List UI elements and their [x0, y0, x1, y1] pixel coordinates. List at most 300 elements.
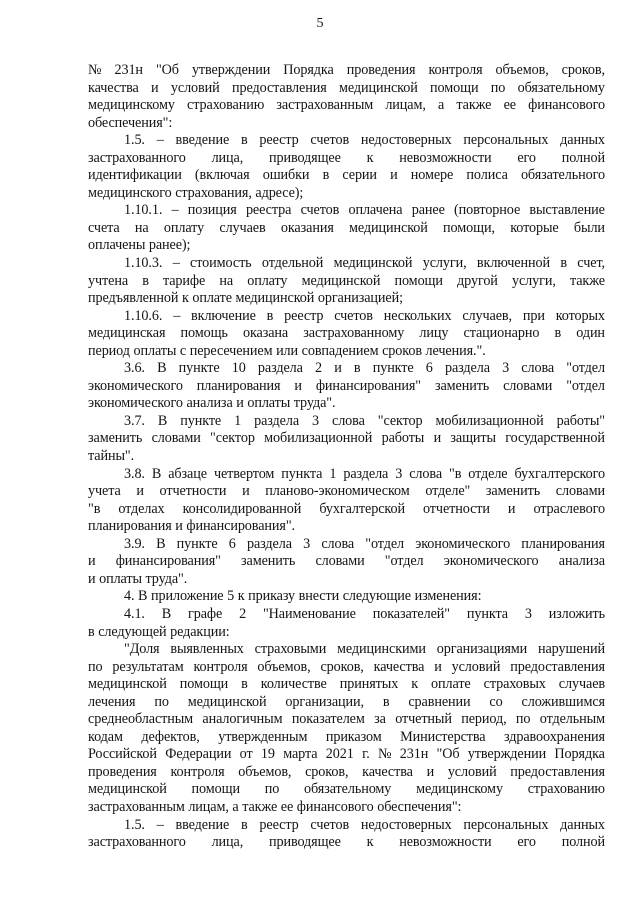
word: лицам, [188, 798, 229, 815]
word: экономического [88, 395, 183, 412]
word: Порядка [283, 62, 334, 78]
text-line [88, 80, 605, 98]
word: экономического [443, 553, 539, 570]
word: заменить [88, 430, 143, 447]
word: в [382, 693, 390, 710]
word: 3.6. [124, 360, 145, 377]
word: отраслевого [533, 500, 605, 517]
word: 3 [502, 360, 510, 377]
word: лечения.". [425, 342, 486, 359]
word: 3 [312, 412, 320, 429]
word: консолидированной [182, 500, 302, 517]
word: ранее); [148, 237, 191, 254]
word: экономического [88, 377, 183, 394]
word: Российской [88, 746, 157, 763]
word: сроков [382, 342, 422, 359]
word: позиция [187, 202, 237, 219]
word: пункте [178, 360, 220, 377]
word: по [490, 79, 506, 96]
word: – [156, 132, 164, 149]
word: медицинской [349, 219, 428, 236]
word: 3 [395, 465, 403, 482]
word: к [181, 290, 189, 307]
word: 231н [399, 746, 429, 763]
word: данных [560, 132, 605, 149]
word: медицинская [88, 325, 166, 342]
word: или [276, 342, 299, 359]
word: обеспечения": [377, 798, 462, 815]
word: 6 [228, 535, 236, 552]
word: помощи [179, 676, 229, 693]
word: среднеобластным [88, 711, 194, 728]
word: 19 [260, 746, 275, 763]
word: страховых [483, 676, 546, 693]
word: отделе [468, 465, 508, 482]
word: планирования [196, 377, 281, 394]
word: учета [88, 483, 121, 500]
word: и [151, 79, 159, 96]
word: оказания [280, 219, 334, 236]
word: и [507, 500, 516, 517]
word: период, [461, 711, 507, 728]
word: в [240, 816, 248, 833]
word: следующей [98, 623, 167, 640]
word: персональных [463, 132, 549, 149]
word: раздела [246, 535, 292, 552]
word: также [242, 798, 278, 815]
word: отчетный [395, 711, 452, 728]
word: заменить [241, 553, 296, 570]
text-line [88, 501, 605, 519]
word: работы" [556, 412, 605, 429]
word: медицинской [338, 79, 418, 96]
word: помощи [430, 79, 479, 96]
word: 2 [315, 360, 323, 377]
word: тарифе [162, 272, 206, 289]
word: и [426, 763, 435, 780]
word: полной [561, 149, 605, 166]
text-line [88, 834, 605, 852]
word: г. [362, 746, 370, 763]
word: бухгалтерского [514, 465, 605, 482]
word: 3.7. [124, 412, 145, 429]
text-line [88, 290, 605, 308]
text-line [88, 202, 605, 220]
word: невозможности [399, 834, 492, 851]
word: объемов, [495, 62, 549, 78]
word: период [88, 342, 130, 359]
word: и [136, 483, 144, 500]
word: количестве [260, 676, 327, 693]
word: лица, [211, 149, 244, 166]
word: Федерации [165, 746, 232, 763]
word: введение [175, 816, 230, 833]
word: кодам [88, 728, 123, 745]
word: страховыми [254, 641, 327, 658]
word: серии [342, 167, 377, 184]
word: утверждении [191, 62, 271, 78]
word: качества [88, 79, 139, 96]
word: принятых [339, 676, 399, 693]
word: его [517, 149, 536, 166]
word: счет, [577, 255, 605, 272]
word: и [433, 430, 442, 447]
word: организации, [285, 693, 364, 710]
word: при [522, 307, 545, 324]
word: финансового [528, 97, 605, 114]
word: реестр [259, 816, 299, 833]
word: 3.8. [124, 465, 145, 482]
word: помощи, [443, 219, 495, 236]
word: 2021 [325, 746, 354, 763]
word: отделе" [425, 483, 471, 500]
document-body [88, 62, 605, 852]
word: его [517, 834, 536, 851]
word: страхованию [527, 781, 605, 798]
word: номере [410, 167, 454, 184]
text-line [88, 378, 605, 396]
word: "отдел [365, 535, 405, 552]
word: совпадением [301, 342, 379, 359]
word: страхования, [175, 184, 252, 201]
word: медицинской [88, 781, 167, 798]
word: утвержденным [218, 728, 308, 745]
word: абзаце [168, 465, 207, 482]
word: медицинскому [416, 781, 503, 798]
word: застрахованного [88, 834, 186, 851]
word: помощи [191, 781, 240, 798]
word: на [219, 272, 234, 289]
word: следующие [342, 588, 411, 605]
word: организацией; [317, 290, 403, 307]
text-line [88, 185, 605, 203]
word: пункте [372, 360, 414, 377]
text-line [88, 799, 605, 817]
word: и [294, 377, 302, 394]
word: В [151, 465, 162, 482]
word: "в [88, 500, 101, 517]
text-line [88, 413, 605, 431]
word: обязательному [517, 79, 605, 96]
word: "Доля [124, 641, 160, 658]
word: идентификации [88, 167, 182, 184]
word: стационарно [463, 325, 540, 342]
word: ошибки [262, 167, 310, 184]
word: приказу [248, 588, 296, 605]
word: нарушений [537, 641, 605, 658]
word: пункта [466, 605, 508, 622]
word: финансирования". [186, 518, 295, 535]
word: выставление [529, 202, 605, 219]
word: реестра [245, 202, 292, 219]
text-line [88, 448, 605, 466]
word: – [156, 816, 164, 833]
word: четвертом [213, 465, 275, 482]
word: работы [381, 430, 425, 447]
text-line [88, 325, 605, 343]
word: 5 [227, 588, 235, 605]
text-line [88, 255, 605, 273]
word: "сектор [210, 430, 255, 447]
word: финансирования" [315, 377, 421, 394]
word: 3 [524, 605, 532, 622]
word: качества [362, 763, 413, 780]
word: раздела [444, 360, 490, 377]
word: со [489, 693, 503, 710]
word: в [266, 307, 274, 324]
word: полиса [466, 167, 508, 184]
word: планово-экономическом [265, 483, 410, 500]
word: недостоверных [360, 816, 452, 833]
word: "отдел [384, 553, 424, 570]
word: в [322, 167, 330, 184]
word: невозможности [399, 149, 492, 166]
word: предоставления [231, 79, 327, 96]
word: ее [280, 798, 294, 815]
word: проведения [88, 763, 157, 780]
word: отдельной [261, 255, 324, 272]
word: счетов [300, 202, 340, 219]
word: и [236, 395, 244, 412]
word: включенной [476, 255, 550, 272]
text-line [88, 483, 605, 501]
word: данных [560, 816, 605, 833]
word: сроков, [305, 763, 349, 780]
word: счетов [334, 307, 373, 324]
word: оплате [192, 290, 232, 307]
word: случаев, [462, 307, 512, 324]
word: адресе); [255, 184, 304, 201]
word: 1.5. [124, 132, 145, 149]
word: к [237, 588, 245, 605]
word: оплате [431, 676, 471, 693]
text-line [88, 343, 605, 361]
word: контроля [170, 763, 225, 780]
word: государственной [505, 430, 605, 447]
word: контроля [193, 658, 248, 675]
word: "в [449, 465, 462, 482]
word: раздела [257, 360, 303, 377]
word: лицам, [385, 97, 426, 114]
word: отдельным [539, 711, 605, 728]
word: стоимость [190, 255, 252, 272]
word: дефектов, [141, 728, 200, 745]
word: случаев [558, 676, 605, 693]
word: один [576, 325, 605, 342]
word: бухгалтерской [319, 500, 405, 517]
text-line [88, 764, 605, 782]
text-line [88, 536, 605, 554]
word: оплату [247, 272, 288, 289]
word: страхованию [187, 97, 265, 114]
word: финансирования" [115, 553, 221, 570]
word: графе [188, 605, 223, 622]
word: 3.9. [124, 535, 145, 552]
word: в [88, 623, 95, 640]
word: отчетности [159, 483, 227, 500]
word: а [438, 97, 445, 114]
text-line [88, 97, 605, 115]
word: показателей" [372, 605, 450, 622]
word: и [390, 167, 398, 184]
word: словами [315, 553, 365, 570]
word: труда". [145, 570, 188, 587]
text-line [88, 237, 605, 255]
text-line [88, 167, 605, 185]
word: застрахованному [303, 325, 405, 342]
word: в [560, 255, 567, 272]
word: застрахованного [88, 149, 186, 166]
word: счета [88, 219, 120, 236]
word: – [173, 307, 181, 324]
word: пункта [281, 465, 323, 482]
word: качества [373, 658, 425, 675]
text-line [88, 588, 605, 606]
word: к [366, 834, 374, 851]
word: тайны". [88, 448, 135, 465]
text-line [88, 430, 605, 448]
word: внести [298, 588, 340, 605]
word: "отдел [566, 360, 605, 377]
word: условий [170, 79, 220, 96]
word: сроков, [320, 658, 364, 675]
word: приводящее [268, 149, 341, 166]
word: в [554, 325, 562, 342]
word: объемов, [257, 658, 311, 675]
word: по [154, 693, 169, 710]
word: аналогичным [202, 711, 283, 728]
word: недостоверных [360, 132, 452, 149]
word: медицинского [88, 184, 172, 201]
word: "Наименование [262, 605, 356, 622]
text-line [88, 659, 605, 677]
word: слова [321, 535, 355, 552]
word: словами [555, 483, 605, 500]
word: В [138, 588, 148, 605]
word: и [88, 553, 96, 570]
word: полной [561, 834, 605, 851]
word: услуги, [511, 272, 556, 289]
word: оплачена [348, 202, 403, 219]
word: за [374, 711, 386, 728]
text-line [88, 676, 605, 694]
word: по [515, 711, 531, 728]
word: застрахованным [88, 798, 185, 815]
word: – [171, 202, 179, 219]
word: контроля [428, 62, 483, 78]
word: и [88, 570, 96, 587]
word: условий [447, 763, 497, 780]
word: помощи [394, 272, 443, 289]
word: В [157, 412, 168, 429]
word: услуги, [422, 255, 467, 272]
word: от [239, 746, 253, 763]
word: ее [503, 97, 516, 114]
word: лечения [88, 693, 136, 710]
text-line [88, 308, 605, 326]
word: 1 [234, 412, 242, 429]
word: нескольких [383, 307, 452, 324]
word: персональных [463, 816, 549, 833]
word: 1.5. [124, 816, 145, 833]
word: оплаты [133, 342, 177, 359]
word: медицинскими [337, 641, 426, 658]
word: медицинской [333, 255, 413, 272]
word: медицинской [187, 693, 267, 710]
word: 2 [239, 605, 247, 622]
word: по [264, 781, 280, 798]
word: заменить [434, 377, 490, 394]
text-line [88, 466, 605, 484]
word: в [240, 132, 248, 149]
word: выявленных [170, 641, 244, 658]
word: 6 [425, 360, 433, 377]
word: 3 [303, 535, 311, 552]
word: по [88, 658, 103, 675]
word: счетов [310, 816, 350, 833]
word: В [156, 535, 166, 552]
word: словами [503, 377, 553, 394]
word: медицинской [88, 676, 167, 693]
word: слова [409, 465, 443, 482]
word: оплату [163, 219, 205, 236]
word: приводящее [268, 834, 341, 851]
word: учтена [88, 272, 129, 289]
word: "Об [155, 62, 179, 78]
word: оплачены [88, 237, 146, 254]
word: предъявленной [88, 290, 179, 307]
word: другой [457, 272, 498, 289]
word: помощь [180, 325, 228, 342]
word: Министерства [400, 728, 486, 745]
word: слова [521, 360, 555, 377]
word: пункте [180, 412, 222, 429]
word: планирования [88, 518, 172, 535]
word: 4.1. [124, 605, 145, 622]
word: финансового [296, 798, 374, 815]
word: медицинскому [88, 97, 175, 114]
word: словами [151, 430, 201, 447]
word: с [179, 342, 187, 359]
text-line [88, 273, 605, 291]
word: и [334, 360, 342, 377]
word: приказом [325, 728, 382, 745]
word: – [172, 255, 180, 272]
word: редакции: [170, 623, 230, 640]
text-line [88, 641, 605, 659]
text-line [88, 395, 605, 413]
word: также [569, 272, 605, 289]
word: а [232, 798, 239, 815]
text-line [88, 694, 605, 712]
word: В [157, 360, 167, 377]
word: изложить [548, 605, 605, 622]
word: лица, [211, 834, 244, 851]
text-line [88, 571, 605, 589]
text-line [88, 711, 605, 729]
word: условий [451, 658, 501, 675]
word: оказана [242, 325, 289, 342]
text-line [88, 746, 605, 764]
text-line [88, 62, 605, 80]
word: в [241, 676, 248, 693]
word: анализа [186, 395, 233, 412]
word: к [411, 676, 419, 693]
word: ранее [411, 202, 445, 219]
text-line [88, 360, 605, 378]
word: включение [191, 307, 256, 324]
text-line [88, 606, 605, 624]
